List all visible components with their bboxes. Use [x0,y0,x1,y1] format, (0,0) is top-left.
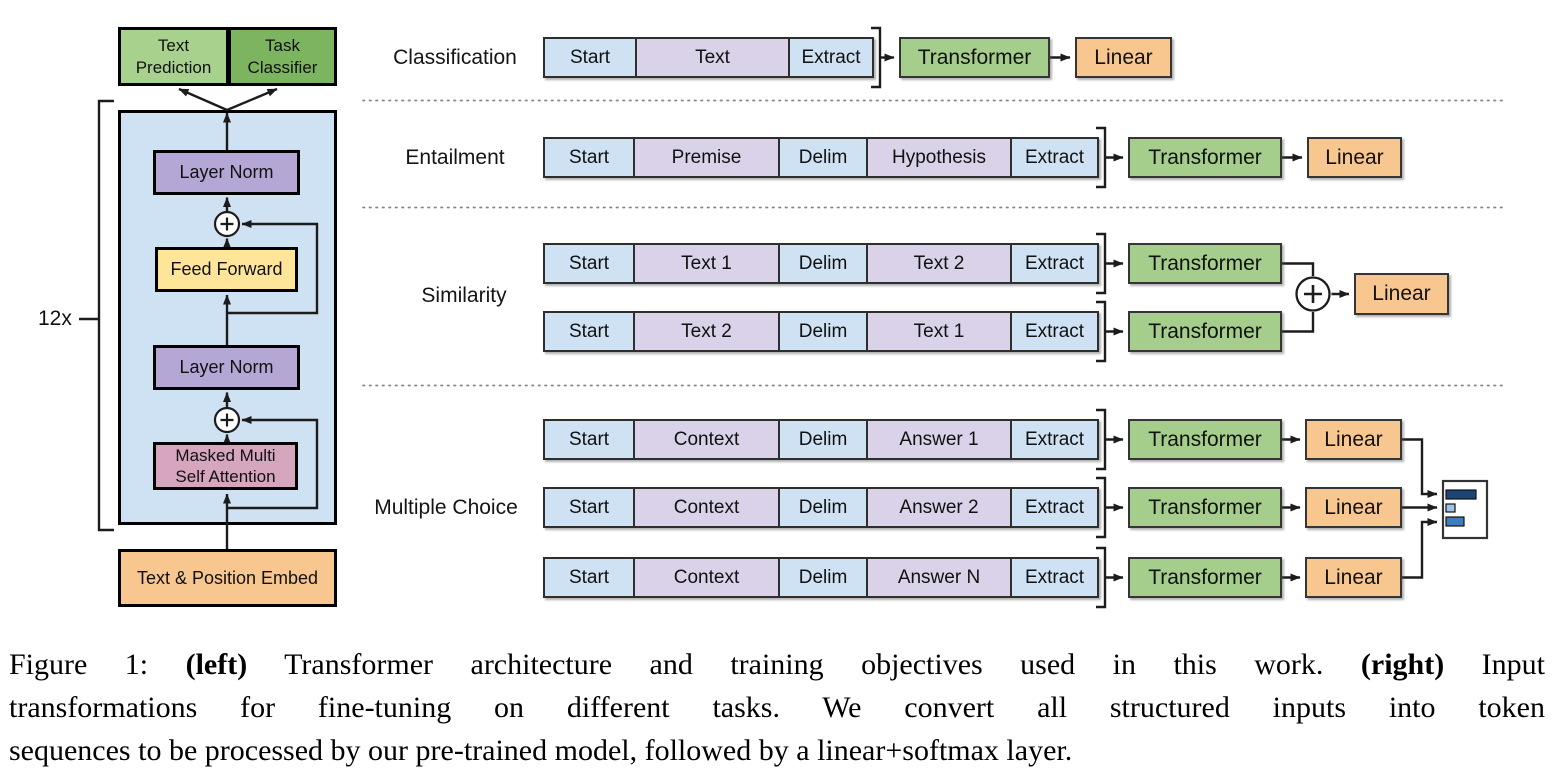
repeat-bracket [99,101,114,530]
token-cell-hypothesis: Hypothesis [868,139,1012,176]
layer-norm-label: Layer Norm [179,162,274,183]
feed-forward-label: Feed Forward [170,259,283,280]
text-position-embed-box [118,549,337,607]
linear-box: Linear [1075,37,1172,78]
layer-norm-bottom-box [153,345,300,390]
token-sequence-classification-0 [543,37,874,78]
softmax-bars-icon [1443,481,1487,538]
token-cell-context: Context [635,559,780,596]
figure-caption [0,643,1554,772]
transformer-box: Transformer [1128,487,1282,528]
token-cell-start: Start [545,39,637,76]
token-cell-answer-2: Answer 2 [868,489,1012,526]
task-label-classification: Classification [393,46,517,69]
repeat-12x-label: 12x [38,307,72,330]
task-label-similarity: Similarity [421,284,507,307]
token-cell-start: Start [545,139,635,176]
token-sequence-multiple-choice-6 [543,557,1099,598]
caption-line-2: transformations for fine-tuning on different tasks. We convert all structured inputs into token [9,691,1545,724]
token-cell-text: Text [637,39,790,76]
token-cell-start: Start [545,421,635,458]
layer-norm-label: Layer Norm [179,357,274,378]
transformer-box: Transformer [1128,243,1282,284]
token-cell-start: Start [545,489,635,526]
linear-box: Linear [1305,419,1402,460]
token-cell-answer-1: Answer 1 [868,421,1012,458]
linear-box: Linear [1354,273,1449,315]
task-classifier-label: Task Classifier [247,36,318,77]
token-sequence-multiple-choice-4 [543,419,1099,460]
token-cell-delim: Delim [780,313,868,350]
token-cell-start: Start [545,313,635,350]
similarity-sum-icon [1297,278,1330,311]
token-cell-extract: Extract [1012,489,1097,526]
token-cell-text-1: Text 1 [868,313,1012,350]
token-cell-start: Start [545,559,635,596]
task-label-entailment: Entailment [405,146,505,169]
token-cell-delim: Delim [780,421,868,458]
token-cell-text-1: Text 1 [635,245,780,282]
layer-norm-top-box [153,150,300,195]
token-cell-delim: Delim [780,245,868,282]
token-sequence-similarity-2 [543,243,1099,284]
token-cell-extract: Extract [1012,245,1097,282]
transformer-box: Transformer [1128,137,1282,178]
transformer-box: Transformer [1128,311,1282,352]
feed-forward-box [155,247,298,292]
caption-line-1: Figure 1: (left) Transformer architecture and training objectives used in this work. (right) Input [9,648,1545,681]
token-cell-extract: Extract [1012,421,1097,458]
masked-attention-line1: Masked Multi [175,445,276,465]
token-sequence-multiple-choice-5 [543,487,1099,528]
token-cell-delim: Delim [780,139,868,176]
text-prediction-box [118,27,229,86]
token-cell-text-2: Text 2 [635,313,780,350]
task-classifier-box [228,27,337,86]
token-cell-text-2: Text 2 [868,245,1012,282]
plus-circle-icon [1297,278,1330,311]
token-cell-context: Context [635,421,780,458]
transformer-box: Transformer [899,37,1050,78]
linear-box: Linear [1305,487,1402,528]
token-cell-premise: Premise [635,139,780,176]
token-cell-delim: Delim [780,489,868,526]
token-cell-extract: Extract [1012,139,1097,176]
token-sequence-entailment-1 [543,137,1099,178]
caption-line-3: sequences to be processed by our pre-trained model, followed by a linear+softmax layer. [9,734,1073,767]
token-cell-extract: Extract [1012,559,1097,596]
masked-attention-line2: Self Attention [175,467,276,486]
token-cell-extract: Extract [790,39,872,76]
linear-box: Linear [1307,137,1402,178]
masked-attention-box [153,442,298,490]
token-cell-start: Start [545,245,635,282]
text-prediction-label: Text Prediction [135,36,212,77]
token-cell-delim: Delim [780,559,868,596]
token-cell-context: Context [635,489,780,526]
token-cell-extract: Extract [1012,313,1097,350]
token-cell-answer-n: Answer N [868,559,1012,596]
token-sequence-similarity-3 [543,311,1099,352]
transformer-box: Transformer [1128,419,1282,460]
text-position-embed-label: Text & Position Embed [136,567,319,588]
task-label-multiple-choice: Multiple Choice [374,496,518,519]
transformer-box: Transformer [1128,557,1282,598]
linear-box: Linear [1305,557,1402,598]
